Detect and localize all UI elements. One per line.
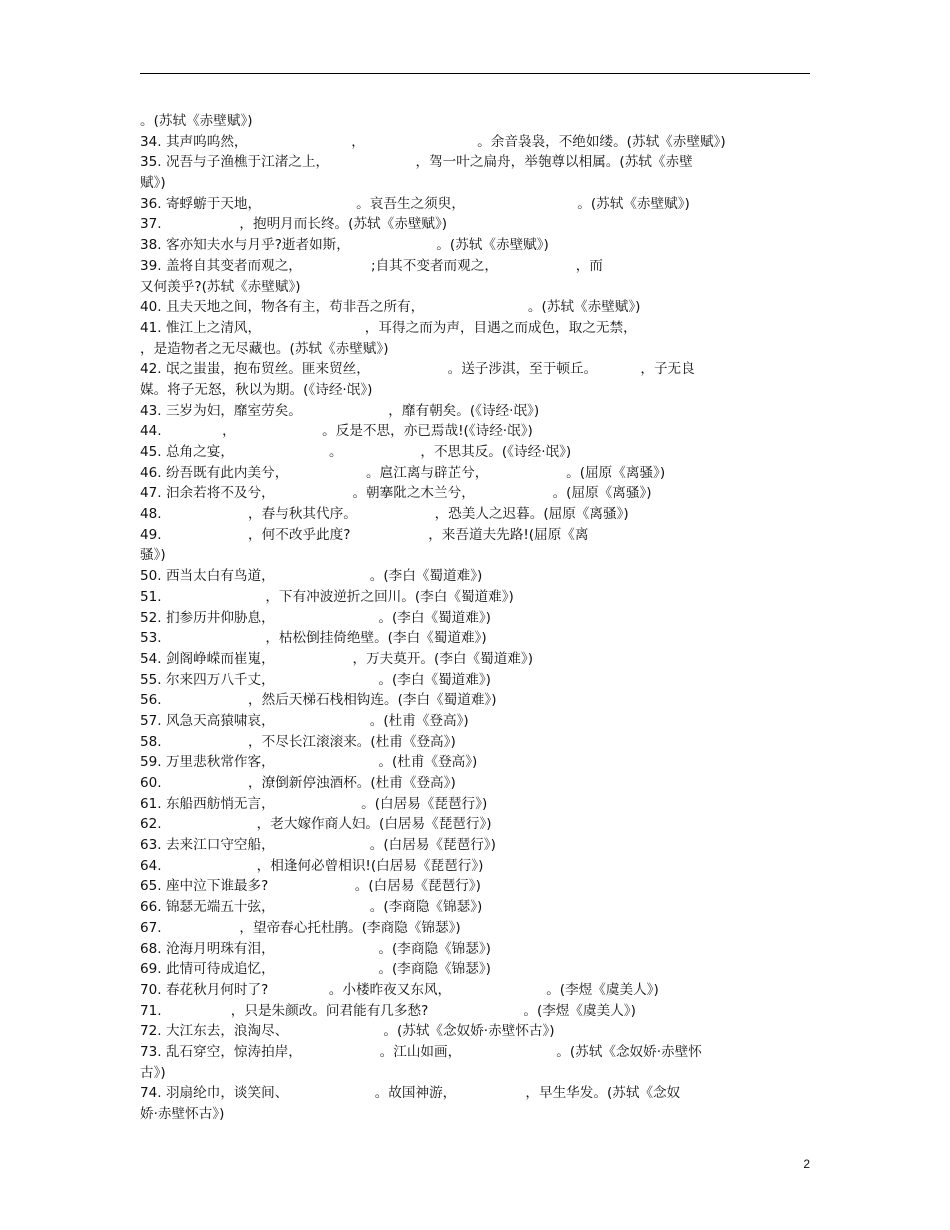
text-line: 58. ，不尽长江滚滚来。(杜甫《登高》) — [140, 733, 456, 750]
text-line: 63. 去来江口守空船， 。(白居易《琵琶行》) — [140, 837, 496, 854]
text-line: 38. 客亦知夫水与月乎?逝者如斯， 。(苏轼《赤壁赋》) — [140, 237, 549, 254]
text-line: 又何羡乎?(苏轼《赤壁赋》) — [140, 278, 301, 295]
text-line: 37. ，抱明月而长终。(苏轼《赤壁赋》) — [140, 216, 448, 233]
text-line: 43. 三岁为妇，靡室劳矣。 ，靡有朝矣。(《诗经·氓》) — [140, 402, 540, 419]
text-line: 64. ，相逢何必曾相识!(白居易《琵琶行》) — [140, 857, 484, 874]
text-line: 39. 盖将自其变者而观之， ;自其不变者而观之， ，而 — [140, 257, 603, 274]
text-line: 67. ，望帝春心托杜鹃。(李商隐《锦瑟》) — [140, 919, 461, 936]
text-line: 媒。将子无怒，秋以为期。(《诗经·氓》) — [140, 381, 373, 398]
text-line: 72. 大江东去，浪淘尽、 。(苏轼《念奴娇·赤壁怀古》) — [140, 1023, 555, 1040]
text-line: 51. ，下有冲波逆折之回川。(李白《蜀道难》) — [140, 588, 514, 605]
text-line: 52. 扪参历井仰胁息， 。(李白《蜀道难》) — [140, 609, 491, 626]
text-line: 54. 剑阁峥嵘而崔嵬， ，万夫莫开。(李白《蜀道难》) — [140, 650, 533, 667]
document-body — [140, 111, 810, 1125]
text-line: 44. ， 。反是不思，亦已焉哉!(《诗经·氓》) — [140, 423, 533, 440]
text-line: 70. 春花秋月何时了? 。小楼昨夜又东风， 。(李煜《虞美人》) — [140, 981, 659, 998]
text-line: 74. 羽扇纶巾，谈笑间、 。故国神游， ，早生华发。(苏轼《念奴 — [140, 1085, 681, 1102]
text-line: 49. ，何不改乎此度? ，来吾道夫先路!(屈原《离 — [140, 526, 589, 543]
text-line: 47. 汩余若将不及兮， 。朝搴阰之木兰兮， 。(屈原《离骚》) — [140, 485, 652, 502]
text-line: 69. 此情可待成追忆， 。(李商隐《锦瑟》) — [140, 961, 491, 978]
text-line: 34. 其声呜呜然， ， 。余音袅袅，不绝如缕。(苏轼《赤壁赋》) — [140, 133, 726, 150]
text-line: 42. 氓之蚩蚩，抱布贸丝。匪来贸丝， 。送子涉淇，至于顿丘。 ，子无良 — [140, 361, 695, 378]
text-line: 62. ，老大嫁作商人妇。(白居易《琵琶行》) — [140, 816, 492, 833]
text-line: 45. 总角之宴， 。 ，不思其反。(《诗经·氓》) — [140, 444, 572, 460]
text-line: 57. 风急天高猿啸哀， 。(杜甫《登高》) — [140, 712, 469, 729]
text-line: 66. 锦瑟无端五十弦， 。(李商隐《锦瑟》) — [140, 899, 483, 916]
text-line: 41. 惟江上之清风， ，耳得之而为声，目遇之而成色，取之无禁， — [140, 319, 637, 336]
text-line: 65. 座中泣下谁最多? 。(白居易《琵琶行》) — [140, 878, 481, 895]
text-line: 40. 且夫天地之间，物各有主，苟非吾之所有， 。(苏轼《赤壁赋》) — [140, 299, 641, 316]
header-rule — [140, 73, 810, 74]
text-line: 46. 纷吾既有此内美兮， 。扈江离与辟芷兮， 。(屈原《离骚》) — [140, 464, 666, 481]
text-line: 娇·赤壁怀古》) — [140, 1106, 225, 1122]
text-line: 50. 西当太白有鸟道， 。(李白《蜀道难》) — [140, 568, 483, 585]
text-line: 古》) — [140, 1064, 166, 1081]
text-line: 。(苏轼《赤壁赋》) — [140, 113, 253, 129]
text-line: 73. 乱石穿空，惊涛拍岸， 。江山如画， 。(苏轼《念奴娇·赤壁怀 — [140, 1043, 702, 1060]
text-line: 59. 万里悲秋常作客， 。(杜甫《登高》) — [140, 754, 478, 771]
text-line: 53. ，枯松倒挂倚绝壁。(李白《蜀道难》) — [140, 630, 487, 647]
text-line: 36. 寄蜉蝣于天地， 。哀吾生之须臾， 。(苏轼《赤壁赋》) — [140, 195, 690, 212]
text-line: 48. ，春与秋其代序。 ，恐美人之迟暮。(屈原《离骚》) — [140, 506, 629, 523]
text-line: 71. ，只是朱颜改。问君能有几多愁? 。(李煜《虞美人》) — [140, 1002, 636, 1019]
text-line: 35. 况吾与子渔樵于江渚之上， ，驾一叶之扁舟，举匏尊以相属。(苏轼《赤壁 — [140, 154, 693, 171]
text-line: 骚》) — [140, 547, 166, 564]
text-line: 60. ，潦倒新停浊酒杯。(杜甫《登高》) — [140, 775, 456, 791]
text-line: 61. 东船西舫悄无言， 。(白居易《琵琶行》) — [140, 795, 488, 812]
text-line: 赋》) — [140, 175, 166, 192]
text-line: 55. 尔来四万八千丈， 。(李白《蜀道难》) — [140, 671, 491, 688]
text-line: 56. ，然后天梯石栈相钩连。(李白《蜀道难》) — [140, 692, 497, 709]
page-number: 2 — [803, 1157, 810, 1171]
text-line: 68. 沧海月明珠有泪， 。(李商隐《锦瑟》) — [140, 940, 491, 957]
text-line: ，是造物者之无尽藏也。(苏轼《赤壁赋》) — [140, 340, 389, 357]
